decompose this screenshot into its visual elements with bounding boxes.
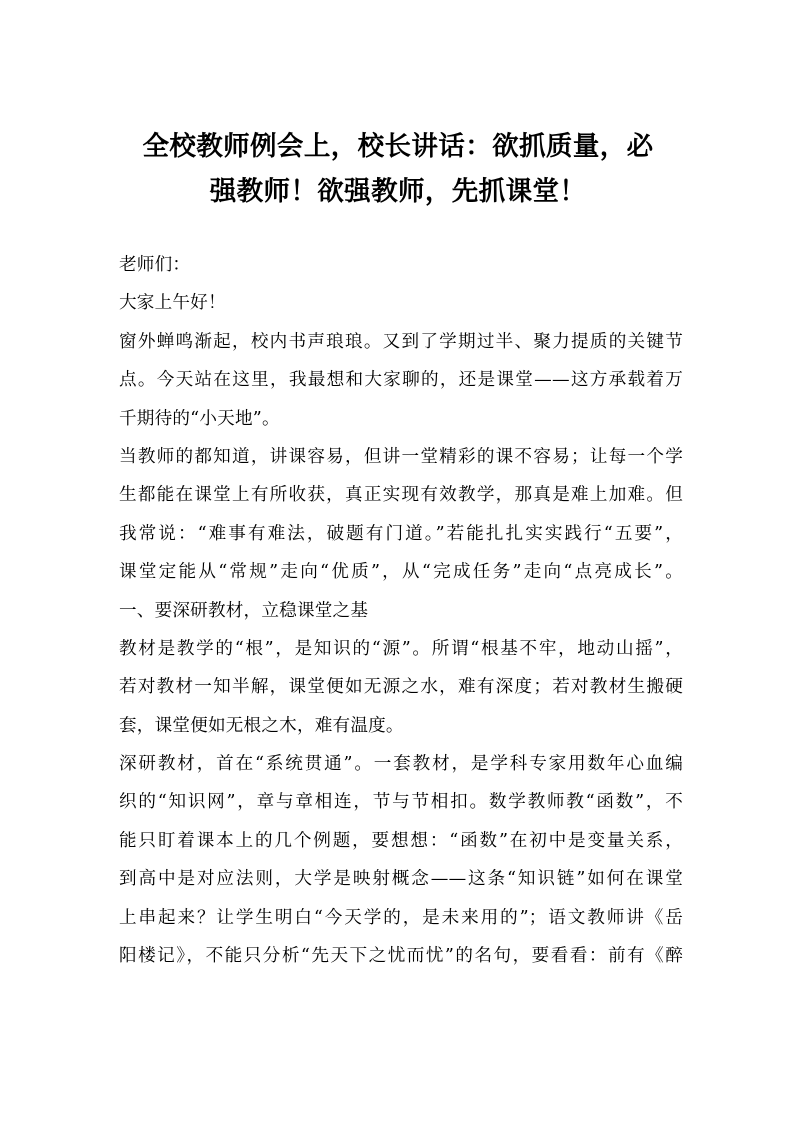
paragraph-1-line-3: 千期待的“小天地”。	[119, 408, 280, 429]
paragraph-4-line-6: 阳楼记》，不能只分析“先天下之忧而忧”的名句，要看看：前有《醉	[119, 946, 683, 967]
paragraph-4-line-4: 到高中是对应法则，大学是映射概念——这条“知识链”如何在课堂	[119, 869, 683, 890]
paragraph-3-line-3: 套，课堂便如无根之木，难有温度。	[119, 715, 404, 736]
paragraph-1-line-1: 窗外蝉鸣渐起，校内书声琅琅。又到了学期过半、聚力提质的关键节	[119, 331, 683, 352]
paragraph-2-line-2: 生都能在课堂上有所收获，真正实现有效教学，那真是难上加难。但	[119, 485, 683, 506]
paragraph-4-line-3: 能只盯着课本上的几个例题，要想想：“函数”在初中是变量关系，	[119, 830, 683, 851]
section-heading-1: 一、要深研教材，立稳课堂之基	[119, 600, 369, 621]
greeting: 大家上午好！	[119, 293, 226, 314]
document-body	[119, 246, 683, 975]
paragraph-4-line-2: 织的“知识网”，章与章相连，节与节相扣。数学教师教“函数”，不	[119, 792, 683, 813]
document-title	[112, 124, 684, 214]
paragraph-3-line-2: 若对教材一知半解，课堂便如无源之水，难有深度；若对教材生搬硬	[119, 677, 683, 698]
paragraph-2-line-3: 我常说：“难事有难法，破题有门道。”若能扎扎实实践行“五要”，	[119, 523, 683, 544]
paragraph-2-line-4: 课堂定能从“常规”走向“优质”，从“完成任务”走向“点亮成长”。	[119, 562, 683, 583]
paragraph-3-line-1: 教材是教学的“根”，是知识的“源”。所谓“根基不牢，地动山摇”，	[119, 638, 683, 659]
paragraph-1-line-2: 点。今天站在这里，我最想和大家聊的，还是课堂——这方承载着万	[119, 370, 683, 391]
title-line-2: 强教师！欲强教师，先抓课堂！	[209, 176, 587, 207]
title-line-1: 全校教师例会上，校长讲话：欲抓质量，必	[142, 131, 654, 162]
paragraph-4-line-5: 上串起来？让学生明白“今天学的，是未来用的”；语文教师讲《岳	[119, 907, 683, 928]
paragraph-4-line-1: 深研教材，首在“系统贯通”。一套教材，是学科专家用数年心血编	[119, 754, 683, 775]
paragraph-2-line-1: 当教师的都知道，讲课容易，但讲一堂精彩的课不容易；让每一个学	[119, 446, 683, 467]
salutation: 老师们：	[119, 255, 191, 275]
